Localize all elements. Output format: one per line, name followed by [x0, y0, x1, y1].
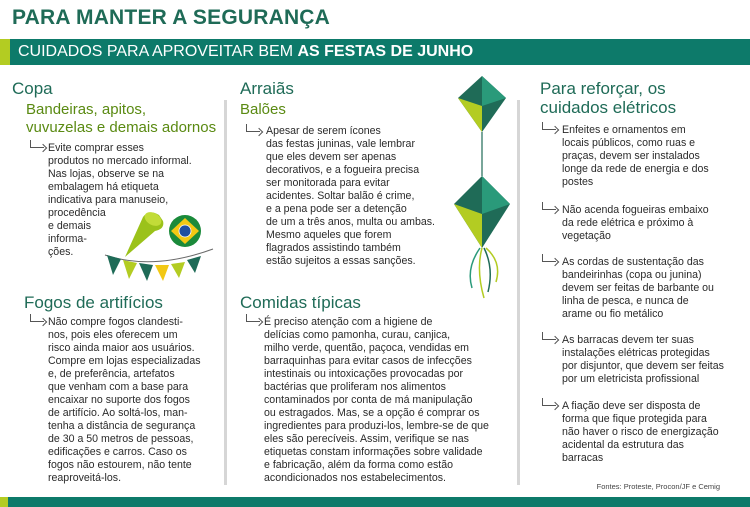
arrow-hook-icon — [542, 254, 556, 262]
eletricos-item: As cordas de sustentação das bandeirinhas (copa ou junina) devem ser feitas de barbante ou linha de pesca, e nunca de arame ou fio metálico — [562, 256, 714, 320]
eletricos-item: As barracas devem ter suas instalações elétricas protegidas por disjuntor, que devem ser feitas por um eletricista profissional — [562, 334, 724, 385]
comidas-text: É preciso atenção com a higiene de delícias como pamonha, curau, canjica, milho verde, quentão, paçoca, vendidas em barraquinhas para evitar casos de infecções intestinais ou intoxicações provocadas por bactérias que proliferam nos alimentos contaminados por conta de má manipulação ou estragados. Mas, se a opção é comprar os ingredientes para produzi-los, lembre-se de que eles são perecíveis. Assim, verifique se nas etiquetas constam informações sobre validade e fabricação, além da forma como estão acondicionados nos estabelecimentos. — [264, 316, 489, 484]
footer-bar — [0, 497, 750, 507]
copa-illustration — [103, 205, 223, 295]
fogos-title: Fogos de artifícios — [24, 293, 163, 312]
arrow-hook-icon — [542, 332, 556, 340]
eletricos-item: Enfeites e ornamentos em locais públicos, como ruas e praças, devem ser instalados longe da rede de energia e dos postes — [562, 124, 709, 188]
eletricos-title-line1: Para reforçar, os — [540, 79, 666, 98]
copa-title: Copa — [12, 79, 53, 98]
baloes-subtitle: Balões — [240, 101, 286, 118]
main-title: PARA MANTER A SEGURANÇA — [12, 6, 331, 29]
pennant-flag — [123, 260, 137, 279]
arrow-hook-icon — [30, 314, 44, 322]
comidas-title: Comidas típicas — [240, 293, 361, 312]
arrow-hook-icon — [542, 122, 556, 130]
arraias-title: Arraiãs — [240, 79, 294, 98]
pennant-flag — [139, 263, 153, 281]
eletricos-item: Não acenda fogueiras embaixo da rede elétrica e próximo à vegetação — [562, 204, 709, 242]
pennant-flag — [171, 262, 185, 278]
pennant-flag — [155, 265, 169, 281]
pennant-flag — [107, 255, 121, 275]
subtitle-accent — [0, 39, 10, 65]
fogos-text: Não compre fogos clandesti- nos, pois eles oferecem um risco ainda maior aos usuários. Compre em lojas especializadas e, de preferência, artefatos que venham com a base para encaixar no suporte dos fogos de artifício. Ao soltá-los, man- tenha a distância de segurança de 30 a 50 metros de pessoas, edificações e carros. Caso os fogos não estourem, não tente reaproveitá-los. — [48, 316, 201, 484]
balloon-tail — [470, 248, 480, 288]
subtitle — [18, 43, 473, 61]
balloon-tail — [479, 248, 484, 298]
subtitle-normal: CUIDADOS PARA APROVEITAR BEM — [18, 43, 298, 60]
footer-accent — [0, 497, 8, 507]
pennant-flag — [187, 256, 201, 273]
balloon-tail — [484, 248, 490, 292]
arrow-hook-icon — [246, 314, 260, 322]
copa-subtitle-line2: vuvuzelas e demais adornos — [26, 119, 217, 136]
source-note: Fontes: Proteste, Procon/JF e Cemig — [596, 482, 720, 491]
column-divider-left — [224, 100, 227, 485]
arrow-hook-icon — [542, 398, 556, 406]
copa-subtitle-line1: Bandeiras, apitos, — [26, 101, 147, 118]
copa-text: Evite comprar esses produtos no mercado informal. Nas lojas, observe se na embalagem há etiqueta indicativa para manuseio, procedência e demais informa- ções. — [48, 142, 192, 258]
arrow-hook-icon — [30, 140, 44, 148]
arrow-hook-icon — [246, 124, 260, 132]
column-divider-right — [517, 100, 520, 485]
subtitle-bold: AS FESTAS DE JUNHO — [297, 43, 474, 60]
baloes-text: Apesar de serem ícones das festas juninas, vale lembrar que eles devem ser apenas decorativos, e a fogueira precisa ser monitorada para evitar acidentes. Soltar balão é crime, e a pena pode ser a detenção de um a três anos, multa ou ambas. Mesmo aqueles que forem flagrados assistindo também estão sujeitos a essas sanções. — [266, 125, 435, 267]
arrow-hook-icon — [542, 202, 556, 210]
balloon-illustration — [452, 72, 512, 302]
balloon-tail — [486, 248, 498, 282]
eletricos-title-line2: cuidados elétricos — [540, 98, 677, 117]
eletricos-item: A fiação deve ser disposta de forma que fique protegida para não haver o risco de energização acidental da estrutura das barracas — [562, 400, 719, 464]
